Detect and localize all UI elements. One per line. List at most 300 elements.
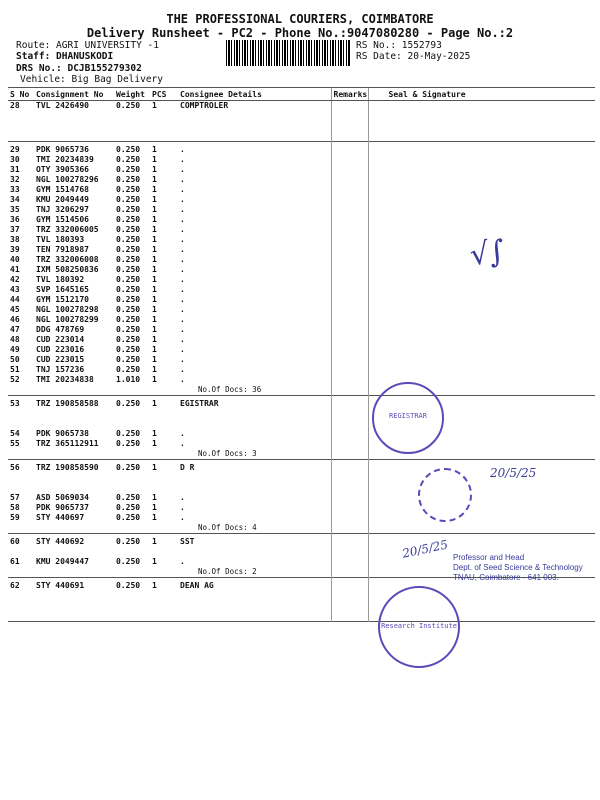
cell-remarks — [331, 493, 368, 503]
cell-p: 1 — [152, 165, 157, 174]
cell-c: . — [180, 429, 185, 438]
cell-remarks — [331, 225, 368, 235]
spacer-row — [8, 131, 595, 142]
docs-empty-cell — [8, 449, 34, 460]
spacer-cell — [114, 611, 150, 622]
cell-cn: TNJ 157236 — [36, 365, 85, 374]
cell-seal — [368, 315, 595, 325]
cell-w: 0.250 — [116, 439, 141, 448]
cell-c: . — [180, 155, 185, 164]
docs-empty-cell — [150, 523, 178, 534]
cell-remarks — [331, 557, 368, 567]
cell-remarks — [331, 295, 368, 305]
docs-empty-cell — [114, 567, 150, 578]
spacer-cell — [8, 473, 34, 483]
spacer-cell — [331, 131, 368, 142]
cell-remarks — [331, 578, 368, 592]
cell-remarks — [331, 503, 368, 513]
cell-remarks — [331, 142, 368, 156]
cell-p: 1 — [152, 225, 157, 234]
docs-count-row — [8, 449, 595, 460]
cell-cn: GYM 1512170 — [36, 295, 89, 304]
docs-empty-cell — [114, 523, 150, 534]
spacer-row — [8, 409, 595, 419]
docs-empty-cell — [8, 523, 34, 534]
table-row — [8, 513, 595, 523]
cell-remarks — [331, 175, 368, 185]
cell-remarks — [331, 195, 368, 205]
table-row — [8, 245, 595, 255]
cell-w: 0.250 — [116, 255, 141, 264]
cell-p: 1 — [152, 557, 157, 566]
cell-remarks — [331, 185, 368, 195]
cell-c: D R — [178, 460, 331, 474]
cell-w: 0.250 — [116, 101, 141, 110]
cell-w: 0.250 — [116, 245, 141, 254]
spacer-cell — [114, 409, 150, 419]
cell-p: 1 — [152, 345, 157, 354]
spacer-cell — [331, 483, 368, 493]
cell-p: 1 — [152, 355, 157, 364]
spacer-row — [8, 419, 595, 429]
cell-w: 0.250 — [114, 460, 150, 474]
cell-remarks — [331, 255, 368, 265]
cell-p: 1 — [152, 101, 157, 110]
cell-w: 0.250 — [116, 513, 141, 522]
spacer-cell — [34, 473, 114, 483]
table-row — [8, 345, 595, 355]
spacer-cell — [8, 111, 34, 121]
docs-empty-cell — [34, 567, 114, 578]
cell-p: 1 — [152, 295, 157, 304]
cell-w: 0.250 — [116, 325, 141, 334]
cell-seal — [368, 355, 595, 365]
cell-cn: NGL 100278299 — [36, 315, 99, 324]
cell-c: . — [180, 325, 185, 334]
cell-cn: CUD 223015 — [36, 355, 85, 364]
spacer-cell — [34, 547, 114, 557]
cell-sno: 45 — [10, 305, 20, 314]
cell-remarks — [331, 165, 368, 175]
cell-p: 1 — [152, 255, 157, 264]
cell-seal — [368, 335, 595, 345]
col-remarks: Remarks — [331, 88, 368, 101]
spacer-row — [8, 591, 595, 601]
cell-c: . — [178, 142, 331, 156]
cell-p: 1 — [152, 503, 157, 512]
cell-p: 1 — [152, 195, 157, 204]
cell-sno: 43 — [10, 285, 20, 294]
cell-seal — [368, 142, 595, 156]
cell-cn: TMI 20234838 — [36, 375, 94, 384]
cell-w: 0.250 — [114, 578, 150, 592]
cell-sno: 58 — [10, 503, 20, 512]
cell-cn: TRZ 190858588 — [34, 396, 114, 410]
spacer-cell — [34, 419, 114, 429]
table-row — [8, 175, 595, 185]
cell-p: 1 — [152, 235, 157, 244]
docs-empty-cell — [331, 385, 368, 396]
cell-p: 1 — [150, 142, 178, 156]
table-row — [8, 185, 595, 195]
cell-w: 0.250 — [116, 165, 141, 174]
docs-empty-cell — [150, 385, 178, 396]
cell-c: . — [180, 365, 185, 374]
signature-1: √∫ — [467, 233, 508, 274]
spacer-cell — [331, 121, 368, 131]
table-row — [8, 365, 595, 375]
cell-seal — [368, 175, 595, 185]
spacer-cell — [34, 131, 114, 142]
docs-empty-cell — [368, 523, 595, 534]
docs-count: No.Of Docs: 2 — [198, 567, 257, 576]
cell-sno: 47 — [10, 325, 20, 334]
spacer-cell — [331, 547, 368, 557]
cell-sno: 56 — [8, 460, 34, 474]
cell-sno: 33 — [10, 185, 20, 194]
spacer-cell — [8, 547, 34, 557]
cell-seal — [368, 165, 595, 175]
cell-cn: ASD 5069034 — [36, 493, 89, 502]
cell-p: 1 — [152, 265, 157, 274]
cell-p: 1 — [152, 275, 157, 284]
cell-c: . — [180, 503, 185, 512]
cell-seal — [368, 101, 595, 112]
spacer-cell — [114, 419, 150, 429]
rule-cell — [150, 622, 178, 624]
cell-sno: 35 — [10, 205, 20, 214]
cell-c: . — [180, 175, 185, 184]
spacer-cell — [150, 473, 178, 483]
registrar-stamp — [372, 382, 444, 454]
docs-count: No.Of Docs: 36 — [198, 385, 262, 394]
spacer-cell — [114, 601, 150, 611]
cell-w: 0.250 — [116, 185, 141, 194]
cell-seal — [368, 365, 595, 375]
cell-seal — [368, 225, 595, 235]
table-header — [8, 88, 595, 101]
cell-remarks — [331, 215, 368, 225]
spacer-cell — [34, 111, 114, 121]
cell-remarks — [331, 205, 368, 215]
cell-sno: 44 — [10, 295, 20, 304]
cell-w: 0.250 — [116, 365, 141, 374]
docs-empty-cell — [331, 449, 368, 460]
docs-empty-cell — [8, 567, 34, 578]
spacer-cell — [114, 547, 150, 557]
cell-sno: 28 — [10, 101, 20, 110]
table-row — [8, 325, 595, 335]
docs-count: No.Of Docs: 4 — [198, 523, 257, 532]
spacer-cell — [150, 121, 178, 131]
cell-cn: NGL 100278298 — [36, 305, 99, 314]
spacer-cell — [34, 121, 114, 131]
table-row — [8, 396, 595, 410]
cell-w: 1.010 — [116, 375, 141, 384]
cell-c: . — [180, 275, 185, 284]
cell-p: 1 — [152, 185, 157, 194]
cell-cn: TMI 20234839 — [36, 155, 94, 164]
cell-p: 1 — [152, 155, 157, 164]
spacer-cell — [178, 111, 331, 121]
table-row — [8, 305, 595, 315]
rule-cell — [8, 622, 34, 624]
docs-empty-cell — [150, 449, 178, 460]
cell-sno: 30 — [10, 155, 20, 164]
spacer-cell — [368, 121, 595, 131]
cell-cn: TVL 180392 — [36, 275, 85, 284]
institute-stamp-text: Research Institute — [381, 622, 457, 630]
spacer-cell — [150, 611, 178, 622]
cell-cn: TRZ 365112911 — [36, 439, 99, 448]
cell-c: . — [180, 255, 185, 264]
cell-p: 1 — [152, 439, 157, 448]
cell-p: 1 — [152, 335, 157, 344]
cell-w: 0.250 — [116, 305, 141, 314]
registrar-stamp-text: REGISTRAR — [389, 412, 427, 420]
rule-cell — [114, 622, 150, 624]
table-row — [8, 255, 595, 265]
cell-c: . — [180, 355, 185, 364]
vehicle: Vehicle: Big Bag Delivery — [20, 74, 163, 85]
spacer-cell — [178, 591, 331, 601]
prof-line-1: Professor and Head — [453, 553, 525, 562]
cell-w: 0.250 — [116, 155, 141, 164]
cell-cn: STY 440691 — [34, 578, 114, 592]
spacer-row — [8, 111, 595, 121]
cell-cn: STY 440692 — [34, 534, 114, 548]
cell-c: . — [180, 335, 185, 344]
cell-p: 1 — [152, 175, 157, 184]
cell-cn: KMU 2049447 — [36, 557, 89, 566]
cell-w: 0.250 — [116, 285, 141, 294]
table-row — [8, 142, 595, 156]
table-row — [8, 315, 595, 325]
col-pcs: PCS — [150, 88, 178, 101]
cell-sno: 34 — [10, 195, 20, 204]
cell-w: 0.250 — [114, 142, 150, 156]
spacer-cell — [178, 131, 331, 142]
spacer-cell — [8, 601, 34, 611]
cell-w: 0.250 — [116, 225, 141, 234]
docs-count-row — [8, 385, 595, 396]
cell-sno: 60 — [8, 534, 34, 548]
spacer-cell — [8, 131, 34, 142]
cell-remarks — [331, 235, 368, 245]
cell-c: . — [180, 195, 185, 204]
cell-w: 0.250 — [116, 195, 141, 204]
cell-remarks — [331, 325, 368, 335]
spacer-cell — [34, 591, 114, 601]
cell-c: . — [180, 205, 185, 214]
cell-seal — [368, 493, 595, 503]
cell-sno: 51 — [10, 365, 20, 374]
cell-p: 1 — [150, 396, 178, 410]
spacer-cell — [331, 591, 368, 601]
spacer-cell — [8, 483, 34, 493]
cell-c: EGISTRAR — [178, 396, 331, 410]
spacer-cell — [331, 419, 368, 429]
cell-cn: PDK 9065736 — [34, 142, 114, 156]
cell-remarks — [331, 155, 368, 165]
cell-sno: 54 — [10, 429, 20, 438]
cell-sno: 46 — [10, 315, 20, 324]
spacer-cell — [178, 473, 331, 483]
drs-number: DRS No.: DCJB155279302 — [16, 63, 142, 74]
prof-line-2: Dept. of Seed Science & Technology — [453, 563, 583, 572]
cell-sno: 62 — [8, 578, 34, 592]
institute-stamp — [378, 586, 460, 668]
spacer-cell — [178, 121, 331, 131]
spacer-cell — [368, 483, 595, 493]
docs-empty-cell — [34, 385, 114, 396]
spacer-cell — [34, 409, 114, 419]
cell-sno: 48 — [10, 335, 20, 344]
table-row — [8, 439, 595, 449]
spacer-cell — [331, 473, 368, 483]
cell-p: 1 — [152, 215, 157, 224]
cell-c: . — [180, 245, 185, 254]
barcode — [226, 40, 350, 66]
cell-seal — [368, 185, 595, 195]
spacer-cell — [114, 111, 150, 121]
cell-w: 0.250 — [116, 345, 141, 354]
cell-w: 0.250 — [116, 235, 141, 244]
docs-empty-cell — [331, 523, 368, 534]
spacer-cell — [8, 409, 34, 419]
spacer-cell — [178, 611, 331, 622]
table-row — [8, 503, 595, 513]
professor-seal — [453, 553, 583, 583]
cell-remarks — [331, 335, 368, 345]
sign-date-2: 20/5/25 — [401, 537, 450, 561]
table-row — [8, 493, 595, 503]
spacer-cell — [178, 419, 331, 429]
cell-seal — [368, 513, 595, 523]
cell-cn: TRZ 190858590 — [34, 460, 114, 474]
faint-stamp — [418, 468, 472, 522]
spacer-cell — [178, 601, 331, 611]
cell-cn: SVP 1645165 — [36, 285, 89, 294]
staff: Staff: DHANUSKODI — [16, 51, 114, 62]
rule-cell — [331, 622, 368, 624]
spacer-cell — [150, 483, 178, 493]
table-row — [8, 335, 595, 345]
cell-remarks — [331, 439, 368, 449]
cell-c: . — [180, 345, 185, 354]
table-row — [8, 225, 595, 235]
cell-seal — [368, 460, 595, 474]
runsheet-subtitle: Delivery Runsheet - PC2 - Phone No.:9047080280 - Page No.:2 — [86, 26, 514, 40]
cell-c: . — [180, 285, 185, 294]
spacer-row — [8, 601, 595, 611]
spacer-cell — [331, 111, 368, 121]
cell-c: COMPTROLER — [180, 101, 229, 110]
cell-w: 0.250 — [116, 557, 141, 566]
col-consignment: Consignment No — [34, 88, 114, 101]
cell-c: . — [180, 295, 185, 304]
docs-count-row — [8, 523, 595, 534]
cell-sno: 41 — [10, 265, 20, 274]
cell-p: 1 — [152, 305, 157, 314]
spacer-cell — [34, 611, 114, 622]
cell-w: 0.250 — [116, 265, 141, 274]
cell-w: 0.250 — [116, 205, 141, 214]
rule-cell — [34, 622, 114, 624]
spacer-cell — [114, 483, 150, 493]
spacer-cell — [368, 131, 595, 142]
cell-cn: OTY 3905366 — [36, 165, 89, 174]
cell-w: 0.250 — [114, 534, 150, 548]
spacer-cell — [8, 419, 34, 429]
cell-cn: STY 440697 — [36, 513, 85, 522]
cell-sno: 29 — [8, 142, 34, 156]
spacer-cell — [34, 601, 114, 611]
rs-number: RS No.: 1552793 — [356, 40, 442, 51]
cell-seal — [368, 305, 595, 315]
cell-w: 0.250 — [116, 275, 141, 284]
cell-w: 0.250 — [116, 175, 141, 184]
cell-cn: TVL 180393 — [36, 235, 85, 244]
cell-sno: 40 — [10, 255, 20, 264]
cell-remarks — [331, 396, 368, 410]
spacer-cell — [178, 483, 331, 493]
cell-p: 1 — [150, 460, 178, 474]
cell-cn: TNJ 3206297 — [36, 205, 89, 214]
cell-p: 1 — [152, 365, 157, 374]
cell-sno: 55 — [10, 439, 20, 448]
spacer-row — [8, 121, 595, 131]
spacer-cell — [114, 473, 150, 483]
spacer-cell — [178, 547, 331, 557]
cell-c: . — [180, 225, 185, 234]
spacer-cell — [368, 111, 595, 121]
spacer-cell — [150, 419, 178, 429]
table-row — [8, 265, 595, 275]
spacer-row — [8, 483, 595, 493]
table-row — [8, 155, 595, 165]
cell-w: 0.250 — [116, 315, 141, 324]
runsheet-table — [8, 87, 595, 623]
cell-sno: 52 — [10, 375, 20, 384]
prof-line-3: TNAU, Coimbatore - 641 003. — [453, 573, 559, 582]
cell-cn: TVL 2426490 — [36, 101, 89, 110]
table-row — [8, 355, 595, 365]
cell-sno: 38 — [10, 235, 20, 244]
company-title: THE PROFESSIONAL COURIERS, COIMBATORE — [166, 12, 434, 26]
cell-seal — [368, 345, 595, 355]
cell-remarks — [331, 305, 368, 315]
cell-remarks — [331, 429, 368, 439]
spacer-cell — [150, 591, 178, 601]
cell-remarks — [331, 285, 368, 295]
cell-remarks — [331, 355, 368, 365]
cell-seal — [368, 275, 595, 285]
cell-w: 0.250 — [116, 355, 141, 364]
cell-sno: 36 — [10, 215, 20, 224]
cell-w: 0.250 — [114, 396, 150, 410]
cell-seal — [368, 325, 595, 335]
cell-cn: KMU 2049449 — [36, 195, 89, 204]
docs-empty-cell — [150, 567, 178, 578]
cell-cn: GYM 1514506 — [36, 215, 89, 224]
cell-p: 1 — [150, 534, 178, 548]
cell-remarks — [331, 345, 368, 355]
docs-empty-cell — [114, 385, 150, 396]
cell-cn: NGL 100278296 — [36, 175, 99, 184]
cell-c: . — [180, 493, 185, 502]
cell-cn: TRZ 332006005 — [36, 225, 99, 234]
